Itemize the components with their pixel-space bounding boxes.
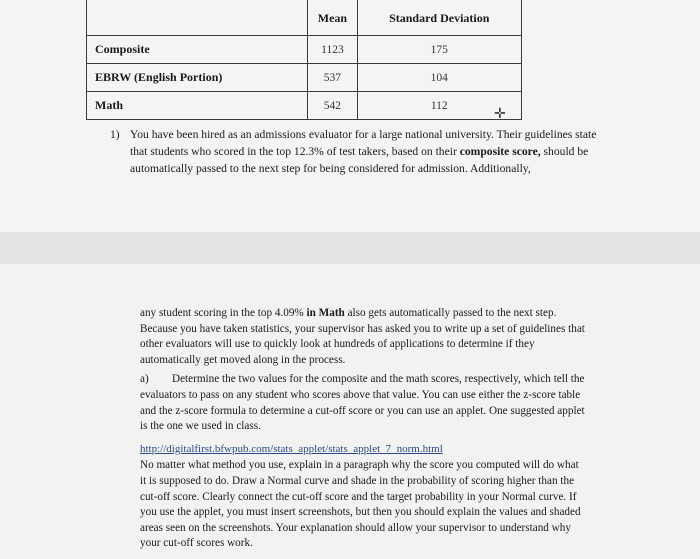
question-number: 1) <box>110 128 120 141</box>
score-statistics-table <box>86 0 522 120</box>
question-1-after: should be automatically passed to the next step for being considered for admission. Additionally, <box>130 145 589 175</box>
part-a <box>140 372 586 434</box>
header-mean: Mean <box>308 0 357 36</box>
row-sd: 175 <box>357 36 521 64</box>
row-mean: 537 <box>308 64 357 92</box>
header-blank <box>87 0 308 36</box>
header-sd: Standard Deviation <box>357 0 521 36</box>
continuation-emphasis: in Math <box>306 307 345 319</box>
question-1-emphasis: composite score, <box>459 145 541 158</box>
page-2-content <box>140 306 586 552</box>
continuation-after: also gets automatically passed to the next step. Because you have taken statistics, your supervisor has asked you to write up a set of guidelines that other evaluators will use to quickly look at hundreds of applications to determine if they automatically get moved along in the process. <box>140 307 585 366</box>
row-mean: 1123 <box>308 36 357 64</box>
document-page-1 <box>0 0 700 232</box>
row-sd: 104 <box>357 64 521 92</box>
move-cursor-icon: ✛ <box>494 107 506 122</box>
part-a-text: Determine the two values for the composite and the math scores, respectively, which tell the evaluators to pass on any student who scores above that value. You can use either the z-score table and the z-score formula to determine a cut-off score or you can use an applet. One suggested applet is the one we used in class. <box>140 373 585 433</box>
question-1-intro: You have been hired as an admissions evaluator for a large national university. Their guidelines state that students who scored in the top 12.3% of test takers, based on their <box>130 128 597 158</box>
table-row <box>87 92 522 120</box>
continuation-paragraph <box>140 306 586 368</box>
question-1 <box>110 126 600 177</box>
table-row <box>87 64 522 92</box>
table-header-row <box>87 0 522 36</box>
method-paragraph: No matter what method you use, explain in a paragraph why the score you computed will do what it is supposed to do. Draw a Normal curve and shade in the probability of scoring higher than the cut-off score. Clearly connect the cut-off score and the target probability in your Normal curve. If you use the applet, you must insert screenshots, but then you should explain the values and shaded areas seen on the screenshots. Your explanation should allow your supervisor to understand why your cut-off scores work. <box>140 459 581 550</box>
row-sd: 112 <box>357 92 521 120</box>
part-a-label: a) <box>140 373 149 386</box>
row-label: EBRW (English Portion) <box>87 64 308 92</box>
table-row <box>87 36 522 64</box>
page-gap <box>0 232 700 264</box>
row-mean: 542 <box>308 92 357 120</box>
question-1-text <box>130 126 600 177</box>
row-label: Math <box>87 92 308 120</box>
continuation-before: any student scoring in the top 4.09% <box>140 307 307 319</box>
row-label: Composite <box>87 36 308 64</box>
applet-link[interactable]: http://digitalfirst.bfwpub.com/stats_applet/stats_applet_7_norm.html <box>140 442 443 455</box>
